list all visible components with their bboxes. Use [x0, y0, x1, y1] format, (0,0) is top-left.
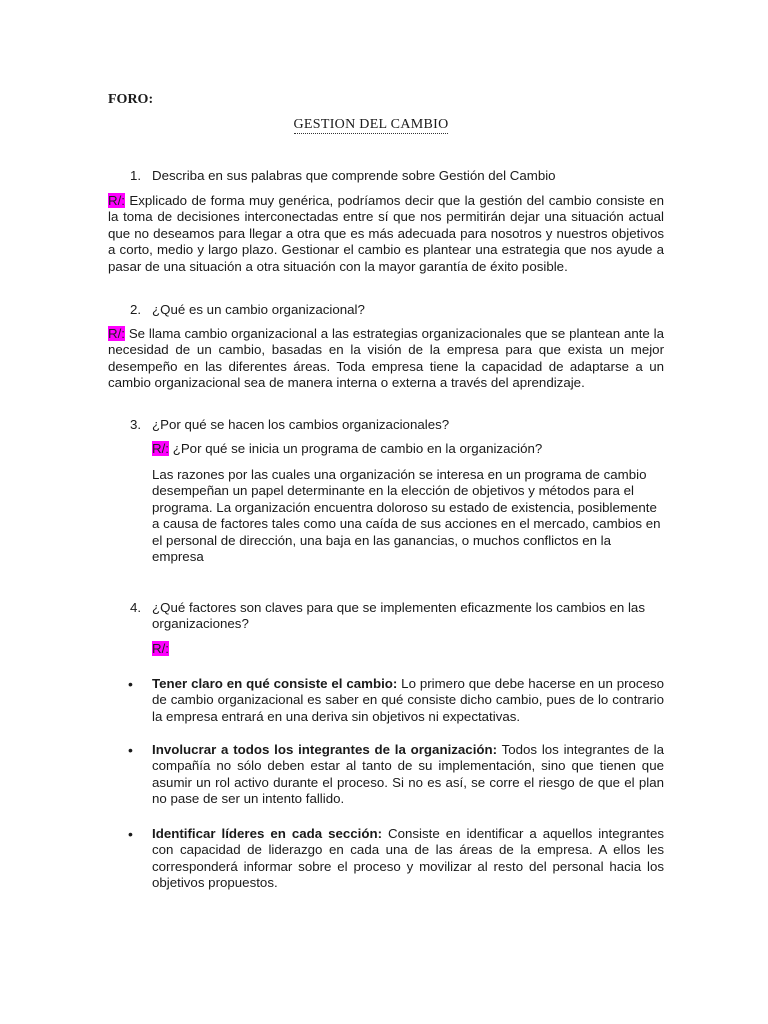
- bullet-1-text: Lo primero que debe hacerse en un proceso de cambio organizacional es saber en qué consiste dicho cambio, pues de lo contrario la empresa entrará en una deriva sin objetivos ni expectativas.: [152, 676, 665, 724]
- answer-3-intro-text: ¿Por qué se inicia un programa de cambio en la organización?: [169, 441, 543, 456]
- forum-label: FORO:: [108, 92, 154, 107]
- answer-3-body: Las razones por las cuales una organización se interesa en un programa de cambio desempeñan un papel determinante en la elección de objetivos y métodos para el programa. La organización encuentra doloroso su estado de existencia, posiblemente a causa de factores tales como una caída de sus acciones en el mercado, cambios en el personal de dirección, una baja en las ganancias, o muchos conflictos en la empresa: [152, 467, 661, 565]
- bullet-2-icon: •: [128, 742, 133, 758]
- question-2-text: ¿Qué es un cambio organizacional?: [152, 302, 365, 317]
- question-1-number: 1.: [130, 168, 142, 183]
- question-3-text: ¿Por qué se hacen los cambios organizacionales?: [152, 417, 450, 432]
- bullet-1-content: [152, 676, 664, 725]
- bullet-2-heading: Involucrar a todos los integrantes de la organización:: [152, 742, 498, 757]
- bullet-1-icon: •: [128, 676, 133, 692]
- bullet-item-2: [128, 742, 664, 808]
- bullet-1-heading: Tener claro en qué consiste el cambio:: [152, 676, 398, 691]
- answer-4-tag-line: [152, 641, 662, 657]
- question-4-number: 4.: [130, 600, 142, 615]
- answer-2-tag: R/:: [108, 326, 125, 341]
- question-3-number: 3.: [130, 417, 142, 432]
- bullet-2-content: [152, 742, 664, 808]
- answer-2-text: Se llama cambio organizacional a las estrategias organizacionales que se plantean ante la necesidad de un cambio, basadas en la visión de la empresa para que exista un mejor desempeño en las diferentes áreas. Toda empresa tiene la capacidad de adaptarse a un cambio organizacional sea de manera interna o externa a través del aprendizaje.: [108, 326, 664, 391]
- bullet-2-text: Todos los integrantes de la compañía no sólo deben estar al tanto de su implementación, sino que tienen que asumir un rol activo durante el proceso. Si no es así, se corre el riesgo de que el plan no pase de ser un intento fallido.: [152, 742, 665, 807]
- question-4-text: ¿Qué factores son claves para que se implementen eficazmente los cambios en las organizaciones?: [152, 600, 645, 632]
- question-2-number: 2.: [130, 302, 142, 317]
- bullet-3-content: [152, 826, 664, 892]
- page-title: [0, 117, 742, 133]
- answer-2: [108, 326, 664, 392]
- question-1: [130, 168, 556, 184]
- bullet-3-icon: •: [128, 826, 133, 842]
- answer-3-intro: [152, 441, 662, 457]
- question-2: [130, 302, 365, 318]
- question-3: [130, 417, 449, 433]
- question-4: [130, 600, 650, 633]
- bullet-item-3: [128, 826, 664, 892]
- bullet-item-1: [128, 676, 664, 725]
- answer-1: [108, 193, 664, 275]
- answer-1-tag: R/:: [108, 193, 125, 208]
- answer-4-tag: R/:: [152, 641, 169, 656]
- answer-1-text: Explicado de forma muy genérica, podríamos decir que la gestión del cambio consiste en la toma de decisiones interconectadas entre sí que nos permitirán dejar una situación actual que no deseamos para llegar a otra que es más adecuada para nosotros y nuestros objetivos a corto, medio y largo plazo. Gestionar el cambio es plantear una estrategia que nos ayude a pasar de una situación a otra situación con la mayor garantía de éxito posible.: [108, 193, 664, 274]
- bullet-3-heading: Identificar líderes en cada sección:: [152, 826, 383, 841]
- bullet-3-text: Consiste en identificar a aquellos integrantes con capacidad de liderazgo en cada una de las áreas de la empresa. A ellos les corresponderá informar sobre el proceso y movilizar al resto del personal hacia los objetivos propuestos.: [152, 826, 664, 891]
- page-title-text: GESTION DEL CAMBIO: [293, 117, 449, 132]
- answer-3-tag: R/:: [152, 441, 169, 456]
- question-1-text: Describa en sus palabras que comprende sobre Gestión del Cambio: [152, 168, 556, 183]
